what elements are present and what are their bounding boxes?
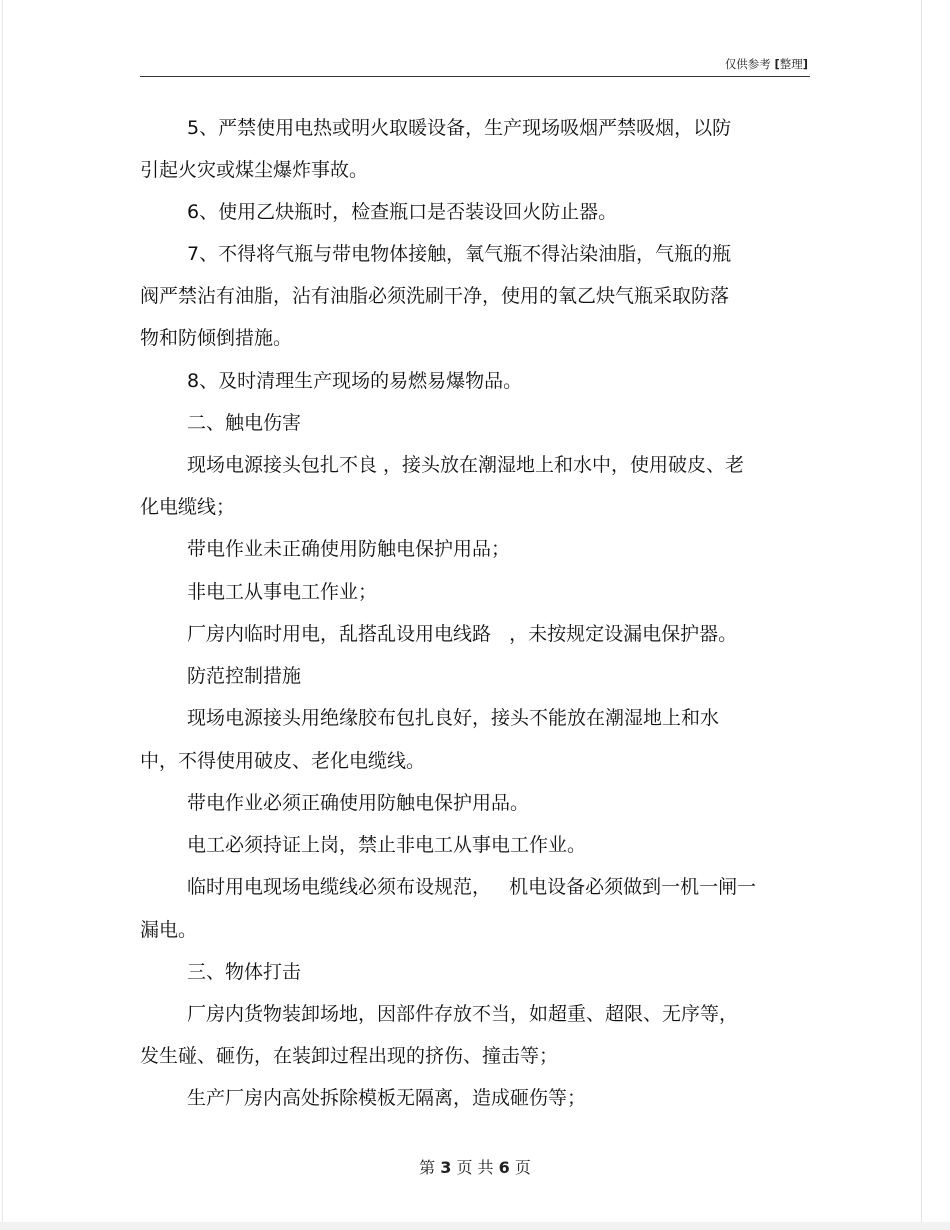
page-footer [0, 1155, 950, 1178]
body-line: 电工必须持证上岗，禁止非电工从事电工作业。 [187, 834, 587, 856]
footer-total-pages: 6 [498, 1158, 510, 1177]
body-line: 物和防倾倒措施。 [140, 327, 293, 349]
body-line: 引起火灾或煤尘爆炸事故。 [140, 159, 369, 181]
body-line: 发生碰、砸伤，在装卸过程出现的挤伤、撞击等； [140, 1045, 559, 1067]
body-line: 带电作业未正确使用防触电保护用品； [187, 538, 511, 560]
page-right-edge [921, 0, 922, 1230]
section-heading: 三、物体打击 [187, 961, 302, 983]
header-prefix: 仅供参考 [724, 57, 771, 71]
footer-gong: 共 [477, 1158, 494, 1177]
footer-ye: 页 [514, 1158, 531, 1177]
footer-di: 第 [419, 1158, 436, 1177]
page-bottom-edge [0, 1222, 950, 1230]
subsection-heading: 防范控制措施 [187, 665, 302, 687]
body-line: 生产厂房内高处拆除模板无隔离，造成砸伤等； [187, 1087, 587, 1109]
body-line: 临时用电现场电缆线必须布设规范， 机电设备必须做到一机一闸一 [187, 876, 757, 898]
header-bracket-close: ] [802, 57, 808, 71]
body-line: 厂房内货物装卸场地，因部件存放不当，如超重、超限、无序等， [187, 1003, 739, 1025]
body-line: 非电工从事电工作业； [187, 581, 378, 603]
page-left-edge [2, 0, 3, 1230]
body-line: 带电作业必须正确使用防触电保护用品。 [187, 792, 530, 814]
body-line: 8、及时清理生产现场的易燃易爆物品。 [187, 370, 523, 392]
body-line: 漏电。 [140, 919, 198, 941]
header-bracket-label: 整理 [779, 57, 803, 71]
body-line: 现场电源接头包扎不良 ，接头放在潮湿地上和水中，使用破皮、老 [187, 454, 745, 476]
footer-page-number: 3 [440, 1158, 452, 1177]
body-line: 7、不得将气瓶与带电物体接触，氧气瓶不得沾染油脂，气瓶的瓶 [187, 243, 732, 265]
body-line: 中，不得使用破皮、老化电缆线。 [140, 750, 426, 772]
body-line: 厂房内临时用电，乱搭乱设用电线路 ，未按规定设漏电保护器。 [187, 623, 738, 645]
footer-ye: 页 [456, 1158, 473, 1177]
body-line: 现场电源接头用绝缘胶布包扎良好，接头不能放在潮湿地上和水 [187, 707, 720, 729]
body-line: 化电缆线； [140, 496, 236, 518]
section-heading: 二、触电伤害 [187, 412, 302, 434]
body-line: 5、严禁使用电热或明火取暖设备，生产现场吸烟严禁吸烟，以防 [187, 117, 732, 139]
header-bracket-open: [ [774, 57, 780, 71]
body-line: 6、使用乙炔瓶时，检查瓶口是否装设回火防止器。 [187, 201, 618, 223]
page-header [140, 54, 810, 77]
header-text [725, 56, 808, 72]
body-line: 阀严禁沾有油脂，沾有油脂必须洗刷干净，使用的氧乙炔气瓶采取防落 [140, 285, 730, 307]
